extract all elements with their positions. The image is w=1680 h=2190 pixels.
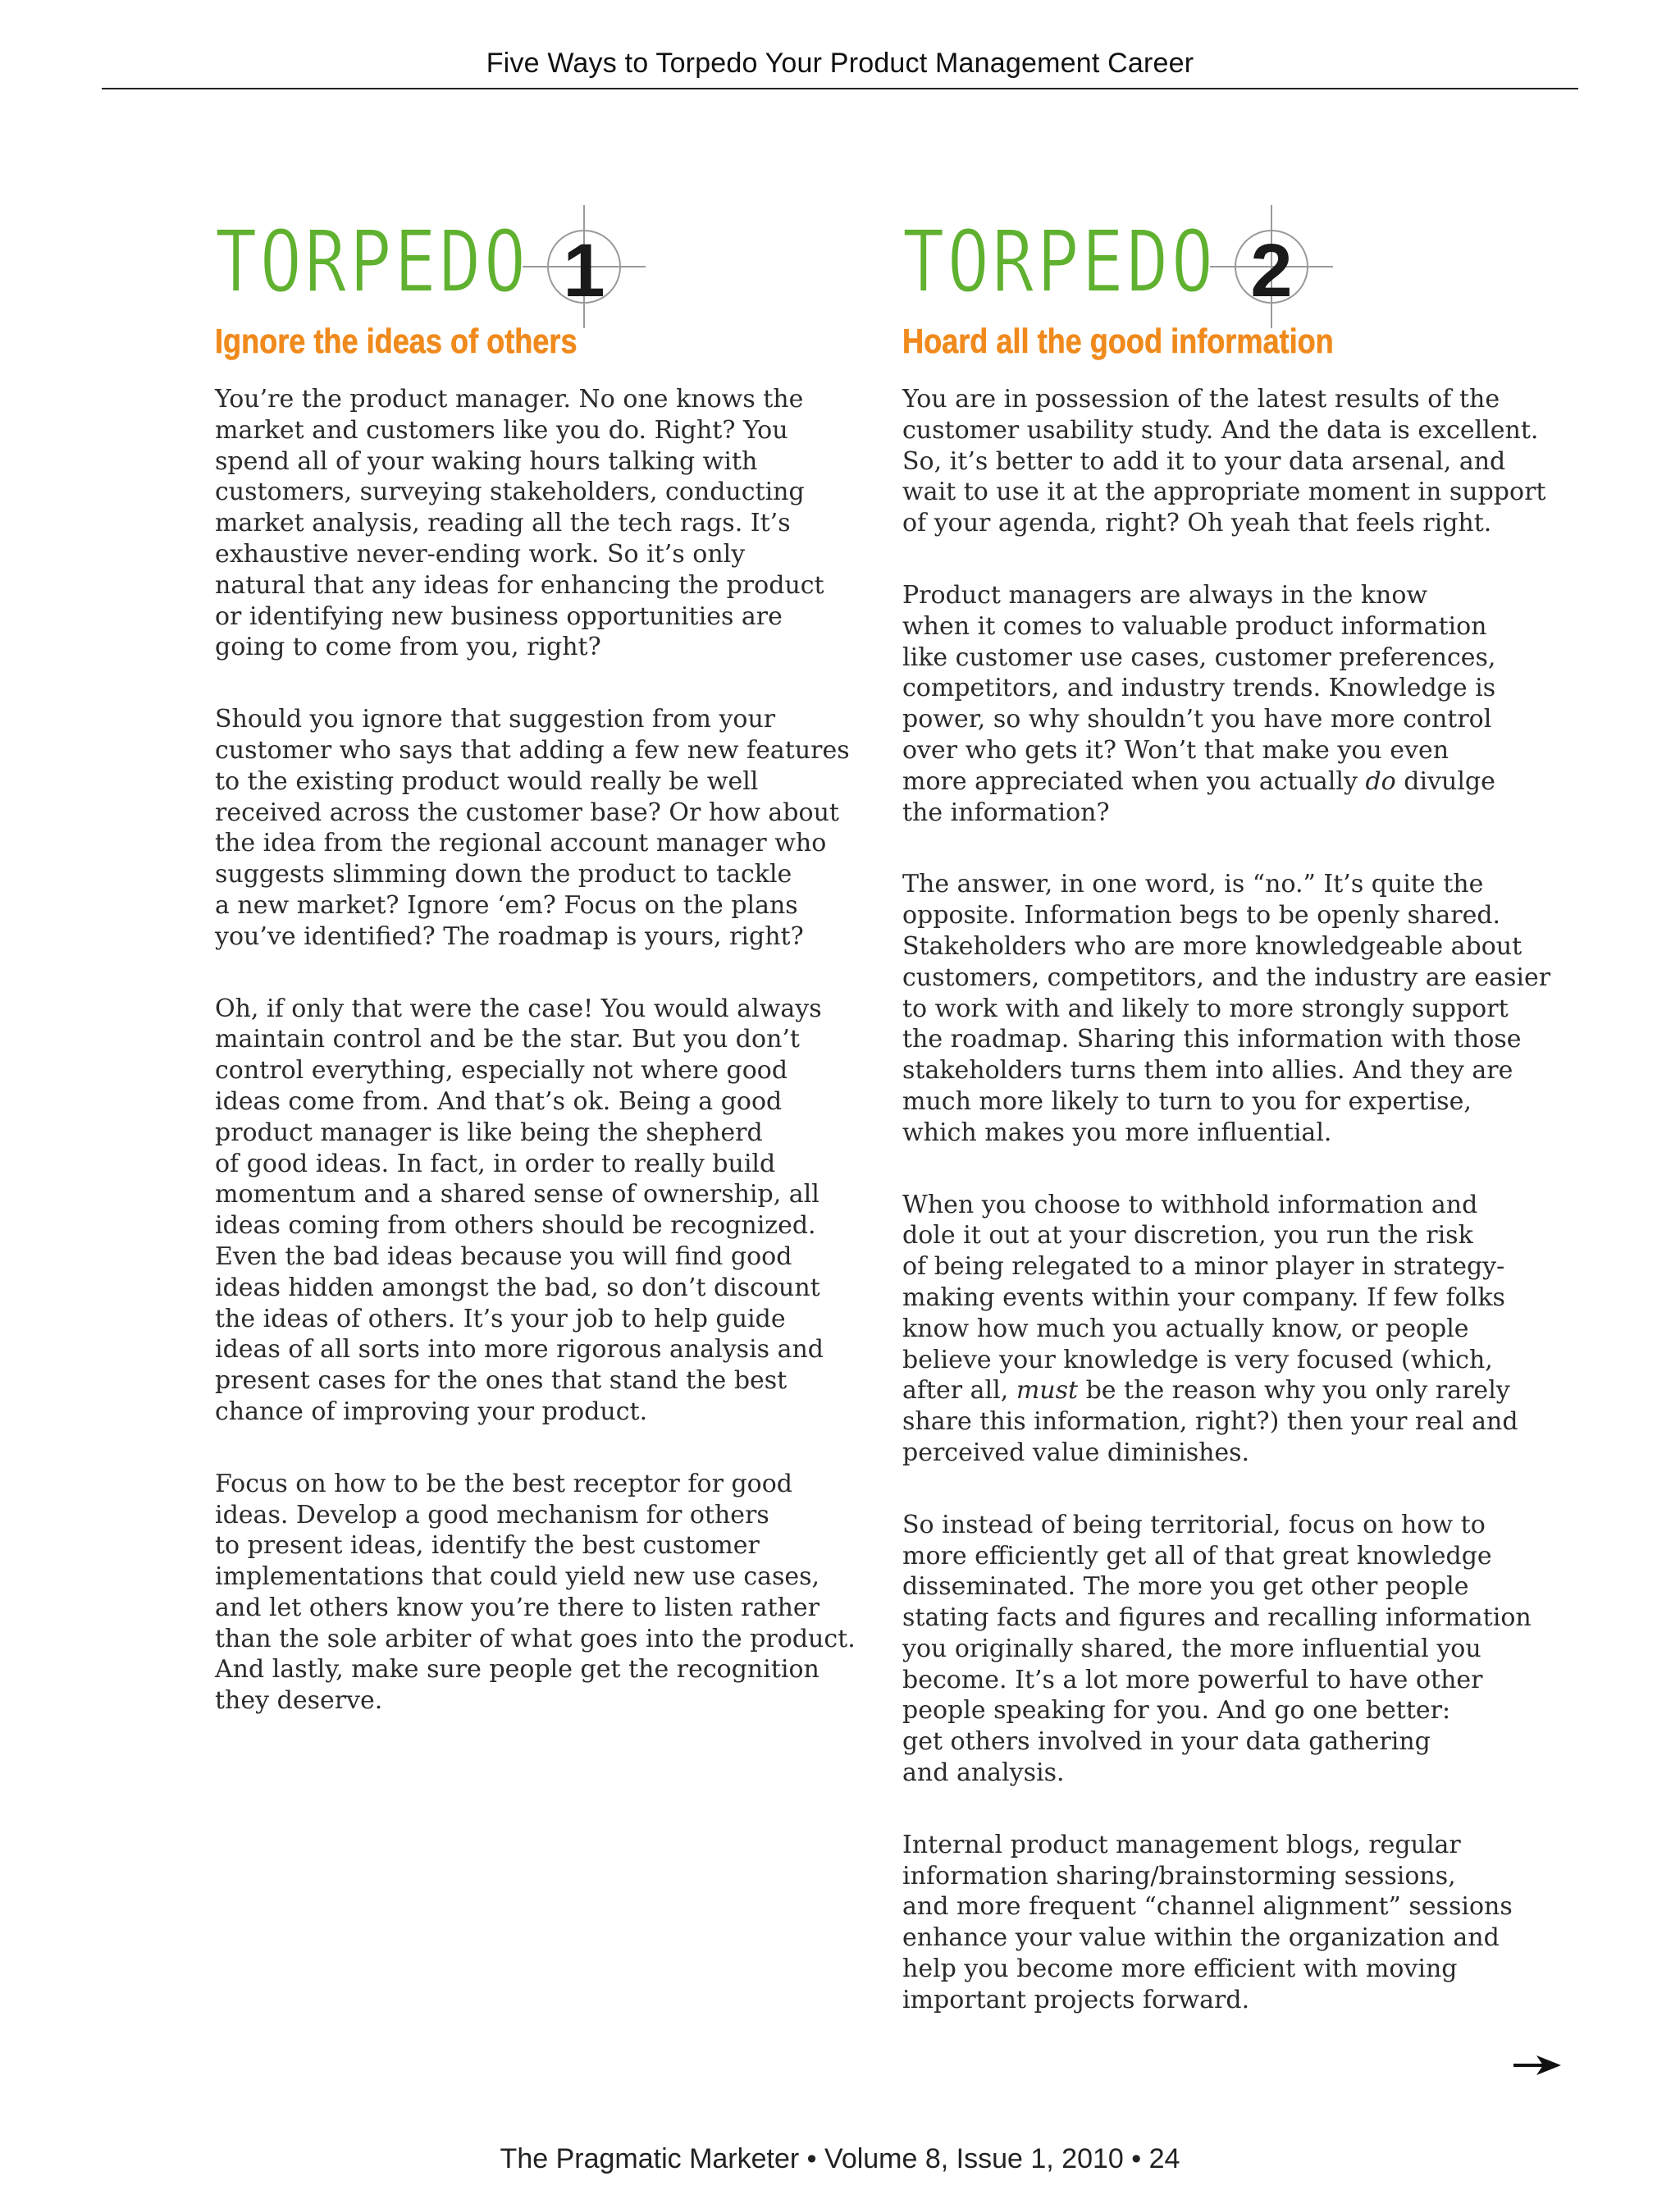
emphasis-must: must xyxy=(1016,1376,1079,1406)
body-paragraph xyxy=(902,1190,1559,1469)
torpedo-2-heading xyxy=(902,212,1559,322)
body-paragraph xyxy=(902,580,1559,828)
running-header: Five Ways to Torpedo Your Product Management Career xyxy=(486,48,1194,79)
torpedo-2-subhead: Hoard all the good information xyxy=(902,322,1334,360)
body-paragraph: Should you ignore that suggestion from your customer who says that adding a few new features to the existing product would really be well received across the customer base? Or how about the idea from the regional account manager who suggests slimming down the product to tackle a new market? Ignore ‘em? Focus on the plans you’ve identified? The roadmap is yours, right? xyxy=(215,705,850,951)
emphasis-do: do xyxy=(1365,766,1396,796)
torpedo-1-word: TORPEDO xyxy=(215,212,529,312)
body-paragraph: You’re the product manager. No one knows the market and customers like you do. Right? You spend all of your waking hours talking with customers, surveying stakeholders, conducting market analysis, reading all the tech rags. It’s exhaustive never-ending work. So it’s only natural that any ideas for enhancing the product or identifying new business opportunities are going to come from you, right? xyxy=(215,385,824,662)
body-paragraph: You are in possession of the latest results of the customer usability study. And the data is excellent. So, it’s better to add it to your data arsenal, and wait to use it at the appropriate moment in support of your agenda, right? Oh yeah that feels right. xyxy=(902,385,1546,538)
torpedo-2-number: 2 xyxy=(1250,229,1293,313)
body-paragraph: The answer, in one word, is “no.” It’s quite the opposite. Information begs to be openly shared. Stakeholders who are more knowledgeable about customers, competitors, and the industry are easier to work with and likely to more strongly support the roadmap. Sharing this information with those stakeholders turns them into allies. And they are much more likely to turn to you for expertise, which makes you more influential. xyxy=(902,870,1551,1147)
body-paragraph: So instead of being territorial, focus on how to more efficiently get all of that great knowledge disseminated. The more you get other people stating facts and figures and recalling information you originally shared, the more influential you become. It’s a lot more powerful to have other people speaking for you. And go one better: get others involved in your data gathering and analysis. xyxy=(902,1510,1532,1788)
torpedo-1-number: 1 xyxy=(563,229,605,313)
header-rule xyxy=(102,88,1578,89)
text-run: be the reason why you only rarely share this information, right?) then your real and perceived value diminishes. xyxy=(902,1376,1518,1467)
column-torpedo-2 xyxy=(902,212,1559,2016)
text-run: When you choose to withhold information and dole it out at your discretion, you run the risk of being relegated to a minor player in strategy- making events within your company. If few folks know how much you actually know, or people believe your knowledge is very focused (which, after all, xyxy=(902,1190,1505,1406)
page-footer: The Pragmatic Marketer • Volume 8, Issue 1, 2010 • 24 xyxy=(500,2143,1180,2174)
arrow-right-icon[interactable] xyxy=(1512,2053,1563,2078)
body-paragraph: Oh, if only that were the case! You would always maintain control and be the star. But you don’t control everything, especially not where good ideas come from. And that’s ok. Being a good product manager is like being the shepherd of good ideas. In fact, in order to really build momentum and a shared sense of ownership, all ideas coming from others should be recognized. Even the bad ideas because you will find good ideas hidden amongst the bad, so don’t discount the ideas of others. It’s your job to help guide ideas of all sorts into more rigorous analysis and present cases for the ones that stand the best chance of improving your product. xyxy=(215,994,824,1426)
torpedo-1-heading xyxy=(215,212,871,322)
torpedo-2-word: TORPEDO xyxy=(902,212,1217,312)
text-run: divulge the information? xyxy=(902,766,1495,827)
body-paragraph: Focus on how to be the best receptor for good ideas. Develop a good mechanism for others to present ideas, identify the best customer implementations that could yield new use cases, and let others know you’re there to listen rather than the sole arbiter of what goes into the product. And lastly, make sure people get the recognition they deserve. xyxy=(215,1469,856,1716)
column-torpedo-1 xyxy=(215,212,871,1717)
text-run: Product managers are always in the know when it comes to valuable product information like customer use cases, customer preferences, competitors, and industry trends. Knowledge is power, so why shouldn’t you have more control over who gets it? Won’t that make you even more appreciated when you actually xyxy=(902,580,1496,796)
torpedo-1-subhead: Ignore the ideas of others xyxy=(215,322,578,360)
body-paragraph: Internal product management blogs, regular information sharing/brainstorming sessions, and more frequent “channel alignment” sessions enhance your value within the organization and help you become more efficient with moving important projects forward. xyxy=(902,1830,1513,2014)
